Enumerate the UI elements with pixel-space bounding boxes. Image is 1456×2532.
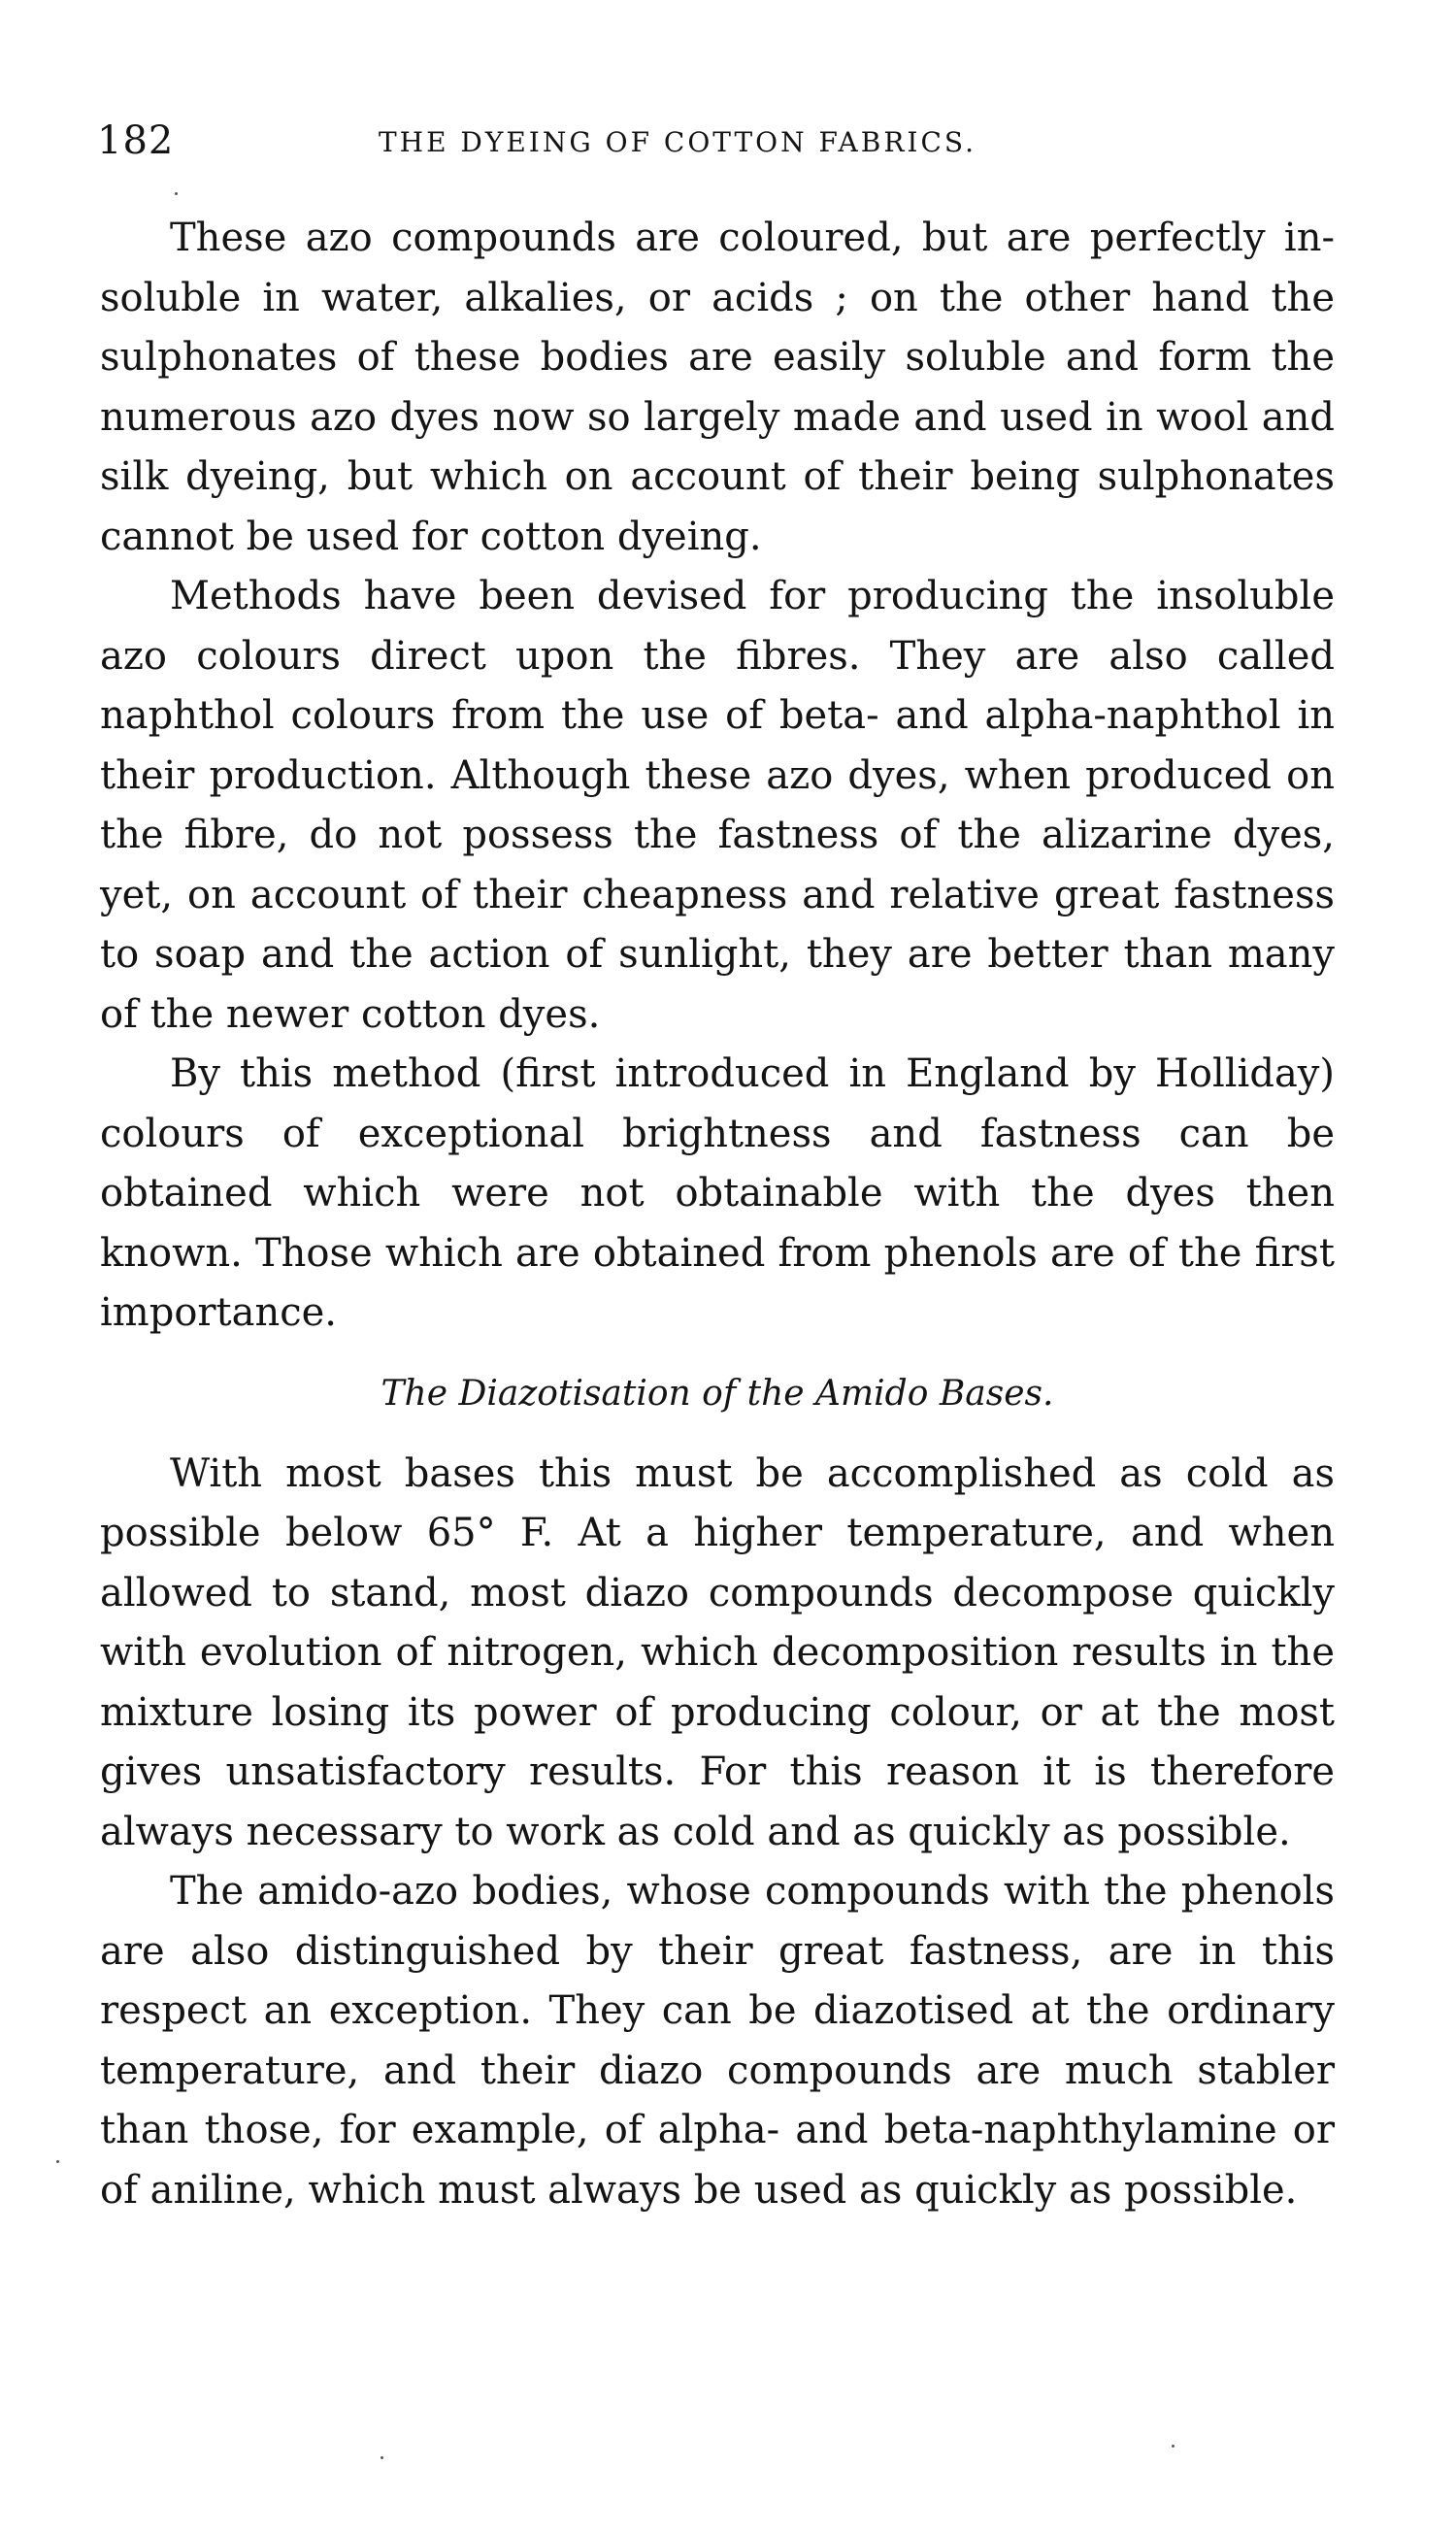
section-heading: The Diazotisation of the Amido Bases. <box>381 1373 1054 1414</box>
scan-speck <box>175 192 178 195</box>
running-title: THE DYEING OF COTTON FABRICS. <box>379 126 976 158</box>
scan-speck <box>1172 2445 1175 2448</box>
body-text <box>100 209 1335 2220</box>
paragraph: With most bases this must be accomplished as cold as possible below 65° F. At a higher temperature, and when allowed to stand, most diazo compounds decompose quickly with evolution of nitrogen, which decomposition results in the mixture losing its power of producing colour, or at the most gives unsatisfactory results. For this reason it is therefore always necessary to work as cold and as quickly as possible. <box>100 1450 1335 1854</box>
page-header <box>97 118 1340 177</box>
page-number: 182 <box>97 118 175 163</box>
paragraph: The amido-azo bodies, whose compounds with the phenols are also distinguished by their great fastness, are in this respect an exception. They can be diazotised at the ordinary temperature, and their diazo compounds are much stabler than those, for example, of alpha- and beta-naphthylamine or of aniline, which must always be used as quickly as possible. <box>100 1869 1335 2213</box>
paragraph: By this method (first introduced in England by Holliday) colours of exceptional brightness and fastness can be obtained which were not obtainable with the dyes then known. Those which are obtained from phenols are of the first importance. <box>100 1051 1335 1335</box>
paragraph: Methods have been devised for producing the insoluble azo colours direct upon the fibres. They are also called naphthol colours from the use of beta- and alpha-naphthol in their production. Although these azo dyes, when produced on the fibre, do not possess the fastness of the alizarine dyes, yet, on account of their cheapness and relative great fastness to soap and the action of sunlight, they are better than many of the newer cotton dyes. <box>100 574 1335 1037</box>
paragraph: These azo compounds are coloured, but are perfectly insoluble in water, alkalies, or acids ; on the other hand the sulphonates of these bodies are easily soluble and form the numerous azo dyes now so largely made and used in wool and silk dyeing, but which on account of their being sulphonates cannot be used for cotton dyeing. <box>100 216 1335 559</box>
scan-speck <box>381 2456 383 2459</box>
scan-speck <box>56 2160 59 2163</box>
